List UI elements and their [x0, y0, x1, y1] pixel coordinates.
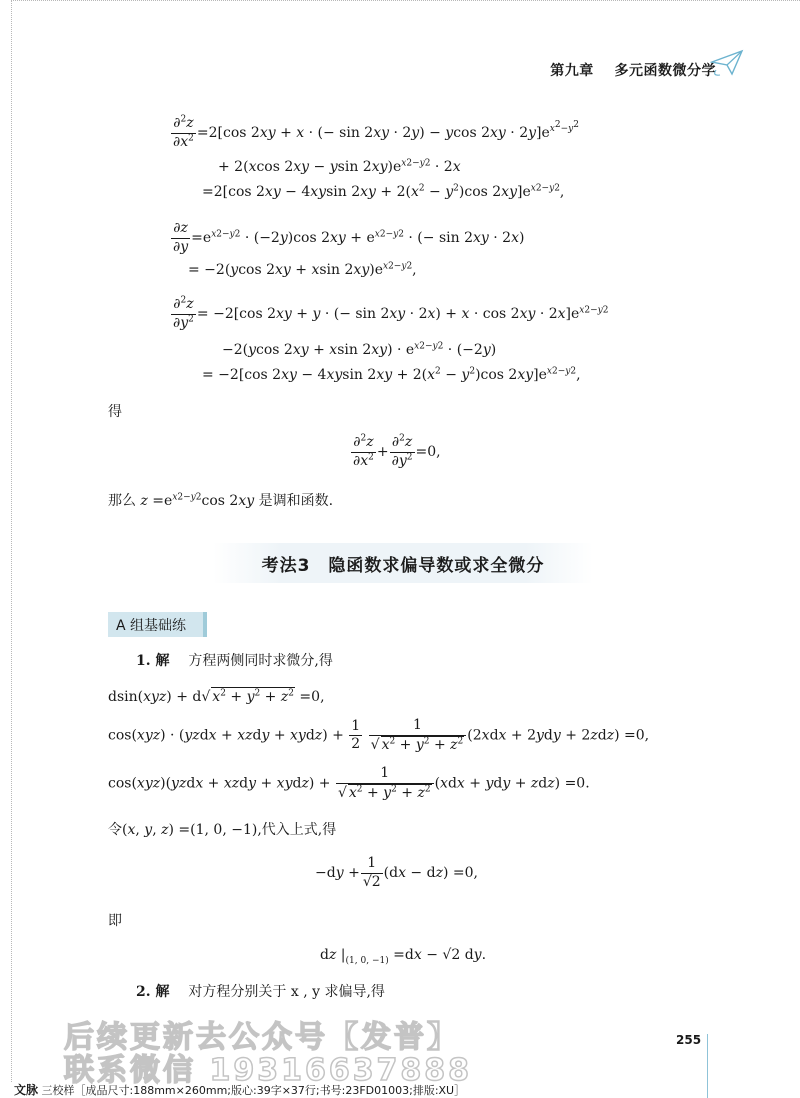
- equation-differential-2: cos(xyz) · (yzdx + xzdy + xydz) + $\frac{1}{2}$ $\frac{1}{√ x^2 + y^2 + z^2}$ (2xdx + 2ydy + 2zdz) =0,: [108, 717, 650, 753]
- equation-total-differential: dz $|_{(1, 0, -1)} =dx - √2$ dy.: [320, 947, 487, 966]
- paper-plane-icon: [710, 48, 744, 78]
- formula-zyy-line3: = −2[cos 2xy − 4xysin $2xy + 2(x^2 - y^2)\cos$ $2xy]e^{x2-y2}$,: [202, 366, 581, 383]
- problem-1-heading: [136, 652, 333, 670]
- margin-rule: [707, 1034, 708, 1098]
- text-de-1: 得: [108, 404, 122, 420]
- group-label: A 组基础练: [108, 612, 205, 637]
- conclusion-prefix: 那么: [108, 493, 136, 509]
- equation-differential-1: dsin(xyz) + d√ $x^2 + y^2 + z^2 =0$,: [108, 688, 325, 705]
- page-border-top: [11, 0, 800, 1]
- equation-substituted: −dy + $\frac{1}{√2}$ (dx − dz) =0,: [315, 855, 478, 890]
- watermark-line-1: 后续更新去公众号【发普】: [64, 1020, 460, 1055]
- problem-2-heading: [136, 983, 385, 1001]
- print-footer: [14, 1081, 465, 1098]
- chapter-title: 多元函数微分学: [614, 63, 716, 79]
- chapter-number: 第九章: [550, 63, 594, 79]
- footer-brand: 文脉: [14, 1083, 39, 1097]
- formula-zyy-line2: −2(ycos 2xy + xsin $2xy) \cdot e^{x2-y2} \cdot (-2y)$: [222, 341, 497, 358]
- formula-zxx-line3: =2[cos 2xy − 4xysin $2xy + 2(x^2 - y^2)\cos$ $2xy]e^{x2-y2}$,: [202, 183, 565, 200]
- page-number: 255: [676, 1033, 702, 1047]
- equation-differential-3: cos(xyz)(yzdx + xzdy + xydz) + $\frac{1}{√ x^2 + y^2 + z^2}$ (xdx + ydy + zdz) =0.: [108, 765, 590, 801]
- formula-zyy-line1: $\frac{\partial^2z}{\partial y^2}$ = −2[cos 2xy + y · (− $\sin 2xy \cdot 2x) + x \cdot \cos 2xy \cdot 2x]e^{x2-y2}$: [173, 295, 609, 331]
- problem-1-number: 1. 解: [136, 653, 170, 669]
- formula-zy-line2: = −2(ycos 2xy + xsin $2xy)e^{x2-y2}$,: [188, 261, 417, 278]
- conclusion-line: 那么 $z =e^{x2-y2}\cos$ 2xy 是调和函数.: [108, 492, 334, 509]
- problem-1-text: 方程两侧同时求微分,得: [188, 653, 333, 669]
- group-label-accent: [203, 612, 207, 637]
- formula-zxx-line2: + 2(xcos 2xy − ysin $2xy)e^{x2-y2} \cdot 2x$: [218, 158, 461, 175]
- problem-2-text: 对方程分别关于 x , y 求偏导,得: [188, 984, 385, 1000]
- text-ji: 即: [108, 913, 122, 929]
- watermark-line-2: 联系微信 19316637888: [64, 1053, 473, 1088]
- page-border-left: [11, 0, 12, 1082]
- substitute-text: 代入上式,得: [261, 822, 337, 838]
- footer-info: 三校样［成品尺寸:188mm×260mm;版心:39字×37行;书号:23FD01003;排版:XU］: [41, 1084, 466, 1097]
- running-header: [550, 60, 716, 80]
- formula-laplace: $\frac{\partial^2z}{\partial x^2}$ + $\frac{\partial^2z}{\partial y^2}$ =0,: [353, 433, 441, 469]
- problem-2-number: 2. 解: [136, 984, 170, 1000]
- conclusion-suffix: 是调和函数.: [258, 493, 334, 509]
- formula-zy-line1: $\frac{\partial z}{\partial y}$ $=e^{x2-y2} \cdot (-2y)\cos$ $2xy + e^{x2-y2}$ · (− sin 2xy · 2x): [173, 220, 525, 255]
- section-heading: 考法3 隐函数求偏导数或求全微分: [213, 543, 593, 583]
- formula-zxx-line1: $\frac{\partial^2z}{\partial x^2}$ =2[cos 2xy + x · (− sin 2xy · 2y) − ycos $2xy \cdot 2y]e^{x^2-y^2}$: [173, 114, 579, 150]
- substitute-line: 令(x, y, z) =(1, 0, −1),代入上式,得: [108, 822, 337, 838]
